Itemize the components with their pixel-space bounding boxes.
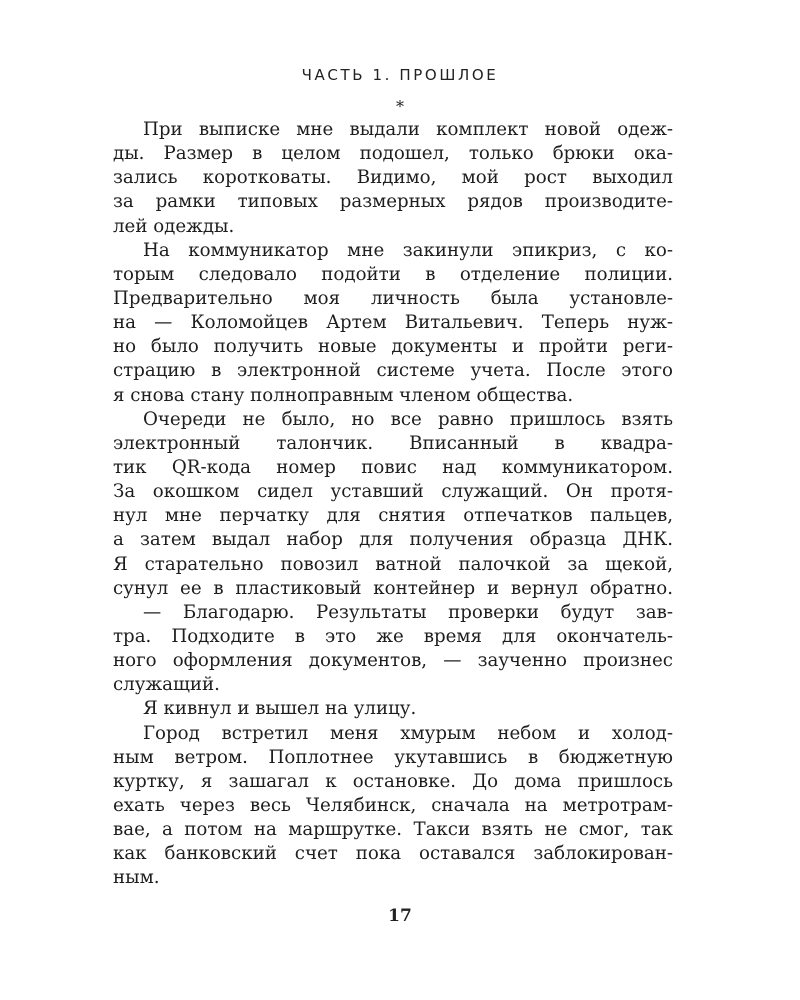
- text-line: зались коротковаты. Видимо, мой рост выходил: [113, 167, 673, 189]
- text-line: Город встретил меня хмурым небом и холод-: [143, 722, 673, 744]
- text-line: При выписке мне выдали комплект новой одеж-: [143, 119, 673, 140]
- text-line: — Благодарю. Результаты проверки будут зав-: [143, 601, 673, 623]
- section-break-asterisk: *: [396, 97, 404, 116]
- text-line: нул мне перчатку для снятия отпечатков пальцев,: [113, 505, 673, 527]
- text-line: тра. Подходите в это же время для окончатель-: [113, 625, 673, 647]
- text-line: За окошком сидел уставший служащий. Он протя-: [113, 481, 673, 503]
- text-line: Я кивнул и вышел на улицу.: [143, 698, 417, 720]
- text-line: вае, а потом на маршрутке. Такси взять не смог, так: [113, 819, 673, 841]
- running-head: ЧАСТЬ 1. ПРОШЛОЕ: [301, 66, 499, 84]
- text-line: ного оформления документов, — заученно произнес: [113, 650, 673, 672]
- text-line: ным.: [113, 867, 160, 889]
- text-line: я снова стану полноправным членом общества.: [113, 384, 574, 406]
- text-line: но было получить новые документы и пройти реги-: [113, 336, 673, 358]
- text-line: за рамки типовых размерных рядов производите-: [113, 191, 673, 213]
- body-text: [113, 118, 673, 891]
- text-line: Я старательно повозил ватной палочкой за щекой,: [113, 553, 673, 575]
- text-line: На коммуникатор мне закинули эпикриз, с ко-: [143, 239, 673, 261]
- page-number: 17: [388, 906, 412, 926]
- text-line: Предварительно моя личность была установле-: [113, 287, 673, 309]
- text-line: страцию в электронной системе учета. После этого: [113, 360, 673, 382]
- text-line: электронный талончик. Вписанный в квадра-: [113, 432, 673, 454]
- text-line: сунул ее в пластиковый контейнер и вернул обратно.: [113, 577, 673, 599]
- text-line: ным ветром. Поплотнее укутавшись в бюджетную: [113, 746, 673, 768]
- text-line: служащий.: [113, 674, 220, 696]
- text-line: тик QR-кода номер повис над коммуникатором.: [113, 456, 673, 478]
- text-line: Очереди не было, но все равно пришлось взять: [143, 408, 673, 430]
- text-line: ехать через весь Челябинск, сначала на метротрам-: [113, 794, 673, 816]
- text-line: ды. Размер в целом подошел, только брюки ока-: [113, 143, 673, 165]
- text-line: торым следовало подойти в отделение полиции.: [113, 263, 673, 285]
- text-line: а затем выдал набор для получения образца ДНК.: [113, 529, 673, 551]
- text-line: как банковский счет пока оставался заблокирован-: [113, 843, 673, 865]
- text-line: куртку, я зашагал к остановке. До дома пришлось: [113, 770, 673, 792]
- text-line: на — Коломойцев Артем Витальевич. Теперь нуж-: [113, 312, 673, 334]
- text-line: лей одежды.: [113, 215, 235, 237]
